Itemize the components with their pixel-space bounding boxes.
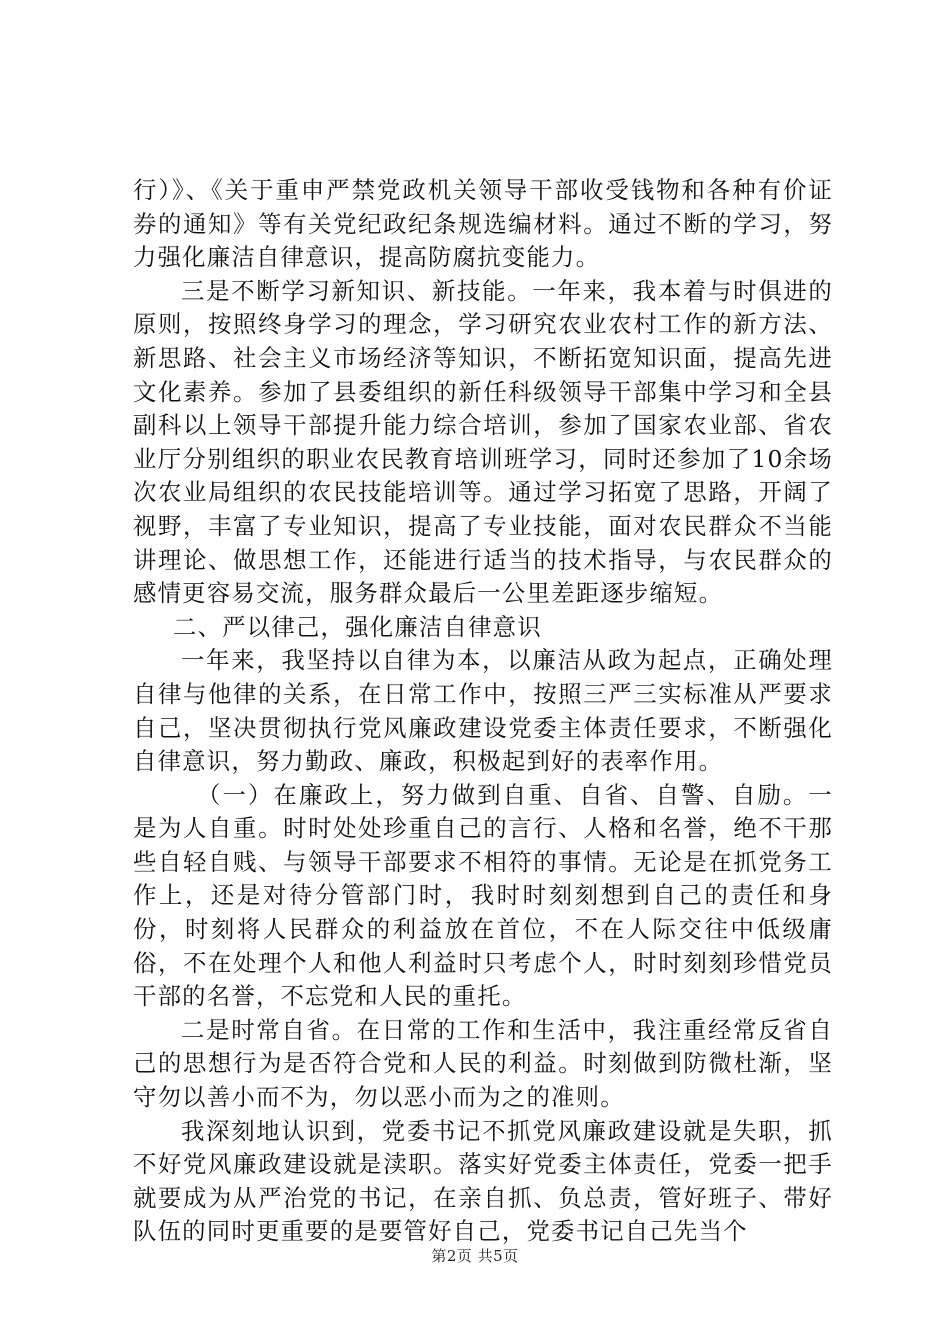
paragraph-self-discipline: 一年来，我坚持以自律为本，以廉洁从政为起点，正确处理自律与他律的关系，在日常工作中，按照三严三实标准从严要求自己，坚决贯彻执行党风廉政建设党委主体责任要求，不断强化自律意识，努力勤政、廉政，积极起到好的表率作用。 <box>133 646 833 776</box>
page-footer: 第2页 共5页 <box>431 1247 519 1265</box>
paragraph-learning: 三是不断学习新知识、新技能。一年来，我本着与时俱进的原则，按照终身学习的理念，学习研究农业农村工作的新方法、新思路、社会主义市场经济等知识，不断拓宽知识面，提高先进文化素养。参加了县委组织的新任科级领导干部集中学习和全县副科以上领导干部提升能力综合培训，参加了国家农业部、省农业厅分别组织的职业农民教育培训班学习，同时还参加了10余场次农业局组织的农民技能培训等。通过学习拓宽了思路，开阔了视野，丰富了专业知识，提高了专业技能，面对农民群众不当能讲理论、做思想工作，还能进行适当的技术指导，与农民群众的感情更容易交流，服务群众最后一公里差距逐步缩短。 <box>133 276 833 608</box>
section-heading: 二、严以律己，强化廉洁自律意识 <box>173 612 542 641</box>
paragraph-self-reflection: 二是时常自省。在日常的工作和生活中，我注重经常反省自己的思想行为是否符合党和人民的利益。时刻做到防微杜渐，坚守勿以善小而不为，勿以恶小而为之的准则。 <box>133 1015 833 1112</box>
paragraph-integrity: （一）在廉政上，努力做到自重、自省、自警、自励。一是为人自重。时时处处珍重自己的言行、人格和名誉，绝不干那些自轻自贱、与领导干部要求不相符的事情。无论是在抓党务工作上，还是对待分管部门时，我时时刻刻想到自己的责任和身份，时刻将人民群众的利益放在首位，不在人际交往中低级庸俗，不在处理个人和他人利益时只考虑个人，时时刻刻珍惜党员干部的名誉，不忘党和人民的重托。 <box>133 780 833 1011</box>
paragraph-continued: 行）》、《关于重申严禁党政机关领导干部收受钱物和各种有价证券的通知》等有关党纪政纪条规选编材料。通过不断的学习，努力强化廉洁自律意识，提高防腐抗变能力。 <box>133 176 833 272</box>
document-body <box>133 174 833 1249</box>
paragraph-responsibility: 我深刻地认识到，党委书记不抓党风廉政建设就是失职，抓不好党风廉政建设就是渎职。落实好党委主体责任，党委一把手就要成为从严治党的书记，在亲自抓、负总责，管好班子、带好队伍的同时更重要的是要管好自己，党委书记自己先当个 <box>133 1116 833 1246</box>
